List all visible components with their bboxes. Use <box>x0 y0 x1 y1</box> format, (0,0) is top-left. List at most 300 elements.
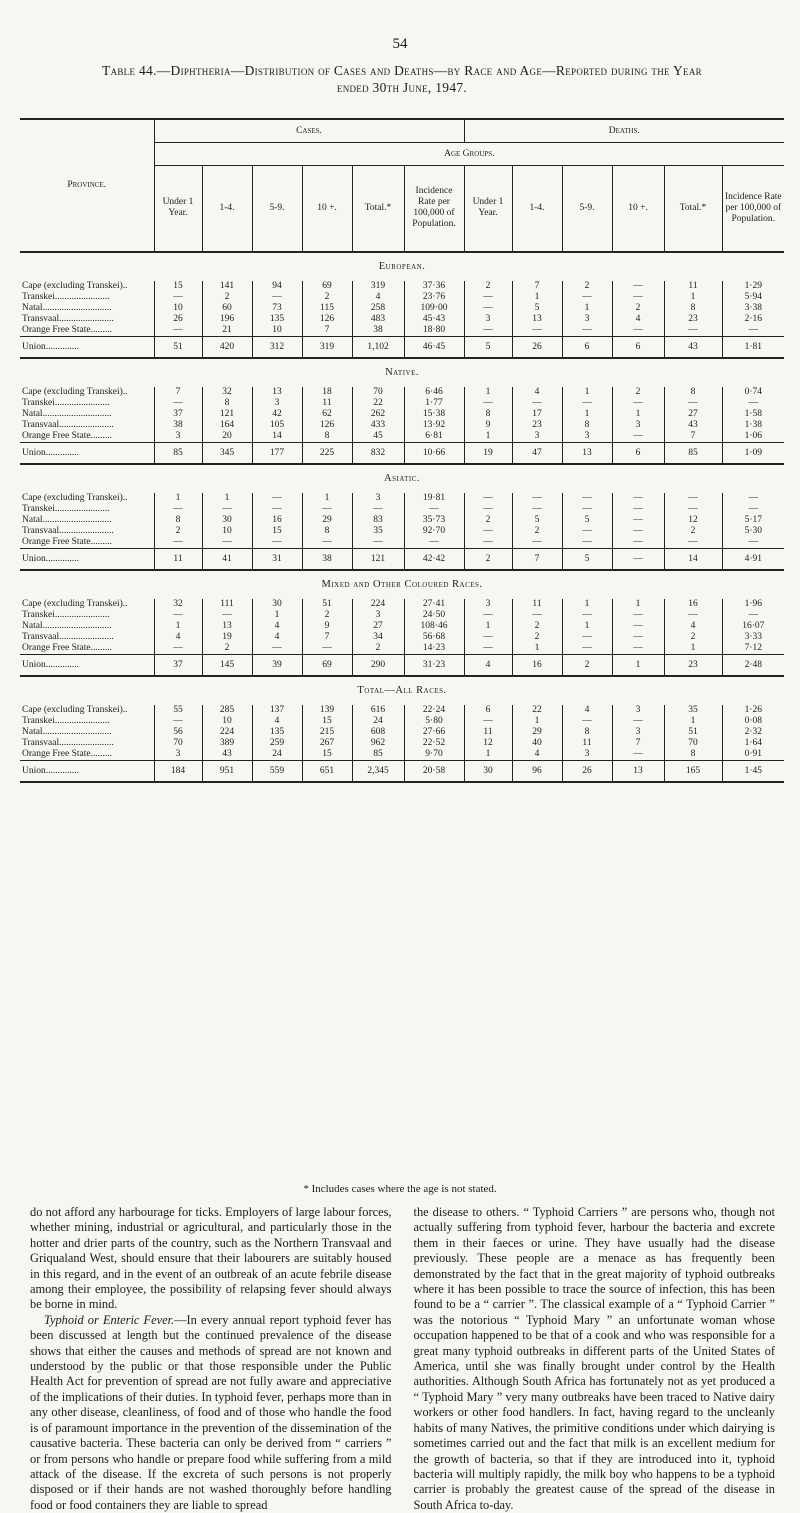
province-label: Transvaal....................... <box>22 313 114 324</box>
table-cell: 3 <box>464 314 512 325</box>
table-cell: 2 <box>512 632 562 643</box>
table-cell: 1 <box>202 493 252 504</box>
table-cell: 3 <box>352 610 404 621</box>
province-label: Transvaal....................... <box>22 631 114 642</box>
table-cell: 1 <box>464 621 512 632</box>
province-label: Cape (excluding Transkei).. <box>22 492 128 503</box>
union-cell: 11 <box>154 548 202 570</box>
table-cell: — <box>252 493 302 504</box>
table-cell: — <box>464 325 512 337</box>
union-label: Union.............. <box>20 336 154 358</box>
union-cell: 26 <box>512 336 562 358</box>
table-cell: 56·68 <box>404 632 464 643</box>
header-col: 10 +. <box>302 166 352 252</box>
table-cell: 21 <box>202 325 252 337</box>
union-row <box>20 336 784 358</box>
union-cell: 41 <box>202 548 252 570</box>
union-cell: — <box>612 548 664 570</box>
table-cell: 7 <box>154 387 202 398</box>
table-cell: — <box>464 504 512 515</box>
union-cell: 19 <box>464 442 512 464</box>
table-cell: 433 <box>352 420 404 431</box>
table-cell: — <box>352 504 404 515</box>
table-cell: — <box>612 643 664 655</box>
table-cell: 22·52 <box>404 738 464 749</box>
table-cell: 16 <box>252 515 302 526</box>
table-cell: 126 <box>302 420 352 431</box>
table-cell: 10 <box>154 303 202 314</box>
table-cell: 3 <box>562 749 612 761</box>
union-cell: 6 <box>562 336 612 358</box>
header-col: Total.* <box>664 166 722 252</box>
table-row <box>20 504 784 515</box>
table-cell: — <box>612 749 664 761</box>
header-age-groups: Age Groups. <box>154 143 784 166</box>
table-cell: 11 <box>512 599 562 610</box>
table-cell: 5·30 <box>722 526 784 537</box>
union-cell: 184 <box>154 760 202 782</box>
table-cell: 7 <box>302 325 352 337</box>
union-cell: 651 <box>302 760 352 782</box>
table-cell: 3 <box>612 705 664 716</box>
union-cell: 42·42 <box>404 548 464 570</box>
table-cell: 1·06 <box>722 431 784 443</box>
table-cell: 8 <box>302 526 352 537</box>
union-cell: 177 <box>252 442 302 464</box>
union-cell: 31 <box>252 548 302 570</box>
union-cell: 1 <box>612 654 664 676</box>
table-cell: 16 <box>664 599 722 610</box>
table-row <box>20 610 784 621</box>
table-row <box>20 314 784 325</box>
table-cell: — <box>562 643 612 655</box>
table-cell: — <box>302 504 352 515</box>
union-cell: 165 <box>664 760 722 782</box>
table-cell: — <box>464 526 512 537</box>
table-cell: 15·38 <box>404 409 464 420</box>
table-cell: — <box>722 325 784 337</box>
table-cell: 23·76 <box>404 292 464 303</box>
table-cell: 115 <box>302 303 352 314</box>
table-cell: 137 <box>252 705 302 716</box>
table-cell: 224 <box>352 599 404 610</box>
table-cell: 962 <box>352 738 404 749</box>
table-cell: — <box>664 398 722 409</box>
union-cell: 1,102 <box>352 336 404 358</box>
table-cell: — <box>562 537 612 549</box>
table-cell: 1 <box>154 493 202 504</box>
union-cell: 7 <box>512 548 562 570</box>
table-cell: 7 <box>512 281 562 292</box>
section-title: European. <box>378 261 426 272</box>
table-cell: 3 <box>512 431 562 443</box>
table-cell: 7·12 <box>722 643 784 655</box>
table-cell: 215 <box>302 727 352 738</box>
union-cell: 312 <box>252 336 302 358</box>
table-cell: 24 <box>252 749 302 761</box>
header-col: Incidence Rate per 100,000 of Population. <box>404 166 464 252</box>
table-cell: 285 <box>202 705 252 716</box>
table-cell: — <box>154 325 202 337</box>
table-cell: 37·36 <box>404 281 464 292</box>
table-cell: 1 <box>562 409 612 420</box>
table-cell: — <box>512 537 562 549</box>
table-title-line1: Table 44.—Diphtheria—Distribution of Cases and Deaths—by Race and Age—Reported during the Year <box>102 63 702 78</box>
table-cell: 2 <box>352 643 404 655</box>
table-cell: — <box>154 537 202 549</box>
table-cell: 3 <box>252 398 302 409</box>
province-label: Orange Free State......... <box>22 430 112 441</box>
table-cell: 9·70 <box>404 749 464 761</box>
table-cell: 1·77 <box>404 398 464 409</box>
table-cell: 4 <box>252 632 302 643</box>
section-header <box>20 252 784 281</box>
union-cell: 319 <box>302 336 352 358</box>
table-cell: — <box>512 398 562 409</box>
table-cell: — <box>664 610 722 621</box>
table-cell: — <box>562 493 612 504</box>
table-cell: 70 <box>154 738 202 749</box>
section-title: Native. <box>385 367 419 378</box>
section-header <box>20 464 784 493</box>
table-cell: — <box>512 325 562 337</box>
union-cell: 16 <box>512 654 562 676</box>
table-cell: — <box>612 292 664 303</box>
table-cell: 13 <box>202 621 252 632</box>
table-cell: 42 <box>252 409 302 420</box>
union-cell: 121 <box>352 548 404 570</box>
table-cell: 4 <box>664 621 722 632</box>
table-cell: 51 <box>302 599 352 610</box>
union-row <box>20 442 784 464</box>
table-cell: 4 <box>612 314 664 325</box>
table-cell: — <box>352 537 404 549</box>
table-cell: — <box>464 610 512 621</box>
paragraph: do not afford any harbourage for ticks. Employers of large labour forces, whether mining, industrial or agricultural, and particularly those in the hotter and drier parts of the country, such as the Northern Transvaal and Griqualand West, should ensure that their labourers are suitably housed in this regard, and in the event of an outbreak of an acute febrile disease among their employee, the possibility of relapsing fever should always be borne in mind. <box>30 1205 392 1312</box>
table-cell: 35·73 <box>404 515 464 526</box>
table-cell: — <box>154 292 202 303</box>
table-cell: — <box>404 504 464 515</box>
table-row <box>20 292 784 303</box>
table-cell: — <box>664 325 722 337</box>
province-label: Transkei....................... <box>22 715 110 726</box>
table-cell: — <box>612 716 664 727</box>
table-cell: 2 <box>464 281 512 292</box>
table-cell: 6·81 <box>404 431 464 443</box>
table-cell: — <box>154 643 202 655</box>
table-cell: — <box>464 292 512 303</box>
table-cell: 1·58 <box>722 409 784 420</box>
table-cell: 2 <box>664 526 722 537</box>
table-cell: — <box>562 398 612 409</box>
table-row <box>20 749 784 761</box>
header-deaths: Deaths. <box>464 119 784 143</box>
province-label: Orange Free State......... <box>22 324 112 335</box>
typhoid-heading: Typhoid or Enteric Fever. <box>44 1312 175 1327</box>
table-cell: 43 <box>664 420 722 431</box>
table-cell: 18·80 <box>404 325 464 337</box>
union-cell: 290 <box>352 654 404 676</box>
table-cell: 18 <box>302 387 352 398</box>
union-cell: 30 <box>464 760 512 782</box>
table-cell: 3 <box>612 727 664 738</box>
table-cell: 0·91 <box>722 749 784 761</box>
table-cell: 126 <box>302 314 352 325</box>
table-cell: 6 <box>464 705 512 716</box>
header-col: Under 1 Year. <box>464 166 512 252</box>
table-cell: 8 <box>664 303 722 314</box>
table-cell: 23 <box>512 420 562 431</box>
table-cell: 111 <box>202 599 252 610</box>
table-cell: 27·66 <box>404 727 464 738</box>
table-cell: 1 <box>562 599 612 610</box>
table-cell: 3 <box>154 749 202 761</box>
table-cell: 1 <box>562 621 612 632</box>
union-cell: 145 <box>202 654 252 676</box>
table-cell: 135 <box>252 727 302 738</box>
table-cell: 1 <box>464 431 512 443</box>
table-cell: 1 <box>612 599 664 610</box>
table-cell: 16·07 <box>722 621 784 632</box>
table-cell: 19 <box>202 632 252 643</box>
union-row <box>20 760 784 782</box>
table-cell: 3 <box>352 493 404 504</box>
table-cell: 60 <box>202 303 252 314</box>
table-cell: 1·64 <box>722 738 784 749</box>
table-cell: — <box>612 398 664 409</box>
header-col: 5-9. <box>562 166 612 252</box>
province-label: Cape (excluding Transkei).. <box>22 598 128 609</box>
table-cell: 5·94 <box>722 292 784 303</box>
table-cell: — <box>512 610 562 621</box>
table-cell: — <box>202 504 252 515</box>
table-cell: — <box>464 643 512 655</box>
table-cell: 2 <box>612 303 664 314</box>
table-cell: 2 <box>512 621 562 632</box>
table-cell: 5 <box>512 515 562 526</box>
table-cell: — <box>202 610 252 621</box>
table-cell: 4 <box>512 387 562 398</box>
table-cell: 135 <box>252 314 302 325</box>
header-col: Incidence Rate per 100,000 of Population. <box>722 166 784 252</box>
typhoid-text: —In every annual report typhoid fever has been discussed at length but the continued prevalence of the disease shows that either the causes and methods of spread are not known and understood by the public or that those responsible under the Public Health Act for prevention of spread are not fully aware and appreciative of the implications of their duties. In typhoid fever, perhaps more than in any other disease, cleanliness, of food and of those who handle the food is of paramount importance in the prevention of the dissemination of the causative bacteria. These bacteria can only be derived from “ carriers ” or from persons who handle or prepare food while suffering from a mild attack of the disease. If the excreta of such persons is not properly disposed or if their hands are not washed thoroughly before handling food or food containers they are liable to spread <box>30 1312 392 1512</box>
table-cell: — <box>154 504 202 515</box>
union-row <box>20 654 784 676</box>
table-row <box>20 632 784 643</box>
header-col: 1-4. <box>202 166 252 252</box>
section-header <box>20 358 784 387</box>
province-label: Natal............................. <box>22 620 112 631</box>
table-row <box>20 599 784 610</box>
table-cell: 1·96 <box>722 599 784 610</box>
table-row <box>20 537 784 549</box>
table-cell: — <box>154 398 202 409</box>
table-row <box>20 643 784 655</box>
table-cell: 4 <box>562 705 612 716</box>
table-cell: 1 <box>464 749 512 761</box>
table-cell: — <box>722 504 784 515</box>
table-cell: 70 <box>352 387 404 398</box>
table-row <box>20 409 784 420</box>
table-row <box>20 727 784 738</box>
table-cell: 1·26 <box>722 705 784 716</box>
table-cell: 109·00 <box>404 303 464 314</box>
table-cell: 15 <box>302 716 352 727</box>
province-label: Transkei....................... <box>22 609 110 620</box>
table-cell: 37 <box>154 409 202 420</box>
table-cell: 1 <box>562 387 612 398</box>
table-row <box>20 420 784 431</box>
table-cell: 12 <box>664 515 722 526</box>
province-label: Orange Free State......... <box>22 536 112 547</box>
page-number: 54 <box>392 36 408 52</box>
union-cell: 51 <box>154 336 202 358</box>
table-cell: 4 <box>252 621 302 632</box>
table-cell: 3·38 <box>722 303 784 314</box>
table-cell: 11 <box>664 281 722 292</box>
table-cell: — <box>562 526 612 537</box>
table-cell: 10 <box>252 325 302 337</box>
table-cell: 12 <box>464 738 512 749</box>
province-label: Transkei....................... <box>22 291 110 302</box>
table-row <box>20 493 784 504</box>
table-cell: 3 <box>464 599 512 610</box>
table-cell: — <box>612 325 664 337</box>
section-header <box>20 570 784 599</box>
table-cell: — <box>464 632 512 643</box>
diphtheria-table <box>20 118 784 783</box>
union-cell: 2,345 <box>352 760 404 782</box>
table-body <box>20 252 784 782</box>
left-column <box>30 1205 392 1513</box>
table-cell: 0·08 <box>722 716 784 727</box>
table-cell: — <box>154 716 202 727</box>
union-cell: 13 <box>612 760 664 782</box>
table-cell: 20 <box>202 431 252 443</box>
union-cell: 225 <box>302 442 352 464</box>
union-cell: 85 <box>664 442 722 464</box>
province-label: Natal............................. <box>22 408 112 419</box>
header-province: Province. <box>20 119 154 252</box>
table-cell: 1 <box>664 292 722 303</box>
table-cell: 7 <box>664 431 722 443</box>
province-label: Natal............................. <box>22 514 112 525</box>
table-cell: — <box>612 526 664 537</box>
table-cell: 3 <box>562 431 612 443</box>
table-cell: 35 <box>664 705 722 716</box>
table-cell: — <box>612 537 664 549</box>
table-cell: 2 <box>562 281 612 292</box>
table-cell: 22 <box>352 398 404 409</box>
table-cell: 9 <box>302 621 352 632</box>
table-cell: 30 <box>252 599 302 610</box>
table-cell: 22 <box>512 705 562 716</box>
header-col: 10 +. <box>612 166 664 252</box>
table-cell: 1·38 <box>722 420 784 431</box>
table-cell: — <box>722 537 784 549</box>
table-row <box>20 738 784 749</box>
table-cell: 8 <box>154 515 202 526</box>
table-row <box>20 526 784 537</box>
table-cell: 1 <box>664 716 722 727</box>
table-cell: 1 <box>302 493 352 504</box>
section-title: Mixed and Other Coloured Races. <box>321 579 483 590</box>
union-cell: 4 <box>464 654 512 676</box>
header-col: 1-4. <box>512 166 562 252</box>
table-cell: 1 <box>512 292 562 303</box>
table-cell: — <box>612 632 664 643</box>
union-cell: 6 <box>612 336 664 358</box>
table-cell: 10 <box>202 716 252 727</box>
table-cell: 8 <box>464 409 512 420</box>
table-cell: — <box>202 537 252 549</box>
table-cell: 2 <box>464 515 512 526</box>
table-cell: 15 <box>252 526 302 537</box>
table-cell: — <box>562 632 612 643</box>
union-cell: 1·81 <box>722 336 784 358</box>
table-cell: 73 <box>252 303 302 314</box>
union-cell: 5 <box>562 548 612 570</box>
table-cell: — <box>252 643 302 655</box>
table-cell: 3 <box>562 314 612 325</box>
table-cell: 2 <box>664 632 722 643</box>
table-cell: 258 <box>352 303 404 314</box>
table-cell: 2 <box>302 292 352 303</box>
table-cell: — <box>562 504 612 515</box>
table-cell: 267 <box>302 738 352 749</box>
union-cell: 96 <box>512 760 562 782</box>
table-cell: 40 <box>512 738 562 749</box>
table-cell: 27·41 <box>404 599 464 610</box>
table-cell: 38 <box>154 420 202 431</box>
union-label: Union.............. <box>20 548 154 570</box>
table-cell: — <box>464 537 512 549</box>
table-cell: 8 <box>562 727 612 738</box>
table-cell: 2 <box>154 526 202 537</box>
union-cell: 47 <box>512 442 562 464</box>
union-cell: 43 <box>664 336 722 358</box>
table-cell: — <box>722 398 784 409</box>
table-row <box>20 716 784 727</box>
table-cell: 2·32 <box>722 727 784 738</box>
table-cell: 262 <box>352 409 404 420</box>
table-cell: 70 <box>664 738 722 749</box>
table-cell: 32 <box>202 387 252 398</box>
province-label: Transkei....................... <box>22 397 110 408</box>
table-cell: 5 <box>512 303 562 314</box>
table-cell: — <box>562 716 612 727</box>
union-cell: 2 <box>464 548 512 570</box>
table-cell: 22·24 <box>404 705 464 716</box>
table-cell: 259 <box>252 738 302 749</box>
footnote: * Includes cases where the age is not stated. <box>303 1183 497 1195</box>
union-cell: 10·66 <box>404 442 464 464</box>
table-cell: 1 <box>612 409 664 420</box>
table-cell: 24·50 <box>404 610 464 621</box>
table-cell: 8 <box>302 431 352 443</box>
table-cell: 389 <box>202 738 252 749</box>
table-cell: 196 <box>202 314 252 325</box>
table-cell: 6·46 <box>404 387 464 398</box>
table-row <box>20 705 784 716</box>
table-cell: 15 <box>302 749 352 761</box>
table-cell: — <box>252 537 302 549</box>
table-cell: — <box>612 515 664 526</box>
table-cell: 11 <box>464 727 512 738</box>
table-cell: 616 <box>352 705 404 716</box>
union-cell: 26 <box>562 760 612 782</box>
table-title <box>22 62 782 96</box>
